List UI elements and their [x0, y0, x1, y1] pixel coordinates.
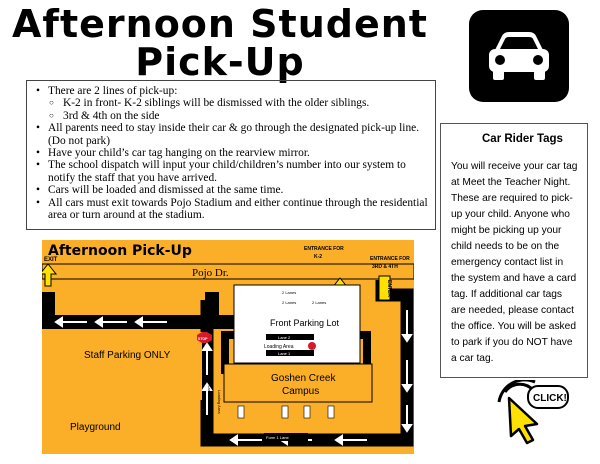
enter-label: ENTER — [386, 280, 392, 297]
pickup-map — [42, 240, 414, 454]
instruction-item: • All parents need to stay inside their car & go through the designated pick-up line. (Do not park) — [35, 122, 429, 147]
click-label: CLICK! — [533, 393, 567, 404]
exit-label: EXIT — [44, 257, 58, 263]
page-title-line-1: Afternoon Student — [12, 2, 428, 46]
cursor-click-icon[interactable] — [495, 380, 575, 450]
svg-text:2 Lanes: 2 Lanes — [312, 300, 327, 305]
entrance-k2-label: ENTRANCE FOR — [304, 246, 344, 252]
svg-text:Campus: Campus — [282, 386, 320, 397]
staff-parking-label: Staff Parking ONLY — [84, 350, 171, 361]
playground-label: Playground — [70, 422, 121, 433]
svg-text:Lane 2: Lane 2 — [278, 335, 291, 340]
road-label: Pojo Dr. — [192, 267, 229, 279]
svg-text:Loading Area: Loading Area — [217, 390, 222, 414]
car-rider-tags-panel — [440, 123, 588, 378]
svg-text:2 Lanes: 2 Lanes — [282, 290, 297, 295]
campus-label: Goshen Creek — [271, 373, 336, 384]
stop-sign: STOP — [198, 337, 208, 341]
instruction-item: • Have your child’s car tag hanging on the rearview mirror. — [35, 147, 429, 159]
instruction-item: • All cars must exit towards Pojo Stadium and either continue through the residential area or turn around at the stadium. — [35, 197, 429, 222]
svg-text:Lane 1: Lane 1 — [278, 351, 291, 356]
page-title-line-2: Pick-Up — [135, 40, 305, 84]
car-rider-tags-heading: Car Rider Tags — [482, 133, 563, 145]
front-lot-label: Front Parking Lot — [270, 318, 340, 328]
instruction-subitem: ○ 3rd & 4th on the side — [35, 110, 429, 122]
svg-text:3RD & 4TH: 3RD & 4TH — [372, 264, 398, 270]
instruction-subitem: ○ K-2 in front- K-2 siblings will be dismissed with the older siblings. — [35, 97, 429, 109]
pickup-instructions — [26, 80, 436, 230]
svg-text:Loading Area: Loading Area — [264, 344, 294, 350]
instruction-item: • The school dispatch will input your child/children’s number into our system to notify the staff that you have arrived. — [35, 159, 429, 184]
entrance-3-4-label: ENTRANCE FOR — [370, 256, 410, 262]
instruction-item: • Cars will be loaded and dismissed at the same time. — [35, 184, 429, 196]
car-icon — [469, 10, 569, 102]
svg-text:K-2: K-2 — [314, 254, 323, 260]
form-lane-label: Form 1 Lane — [266, 435, 289, 440]
instruction-item: • There are 2 lines of pick-up: — [35, 85, 429, 97]
svg-text:2 Lanes: 2 Lanes — [282, 300, 297, 305]
map-title: Afternoon Pick-Up — [48, 243, 192, 259]
svg-text:1 Lane: 1 Lane — [207, 382, 212, 395]
car-rider-tags-body: You will receive your car tag at Meet the Teacher Night. These are required to pick-up your child. Anyone who might be picking up your child needs to be on the emergency contact list in the system and have a card tag. If additional car tags are needed, please contact the office. You will be asked to park if you do NOT have a car tag. — [451, 161, 578, 364]
